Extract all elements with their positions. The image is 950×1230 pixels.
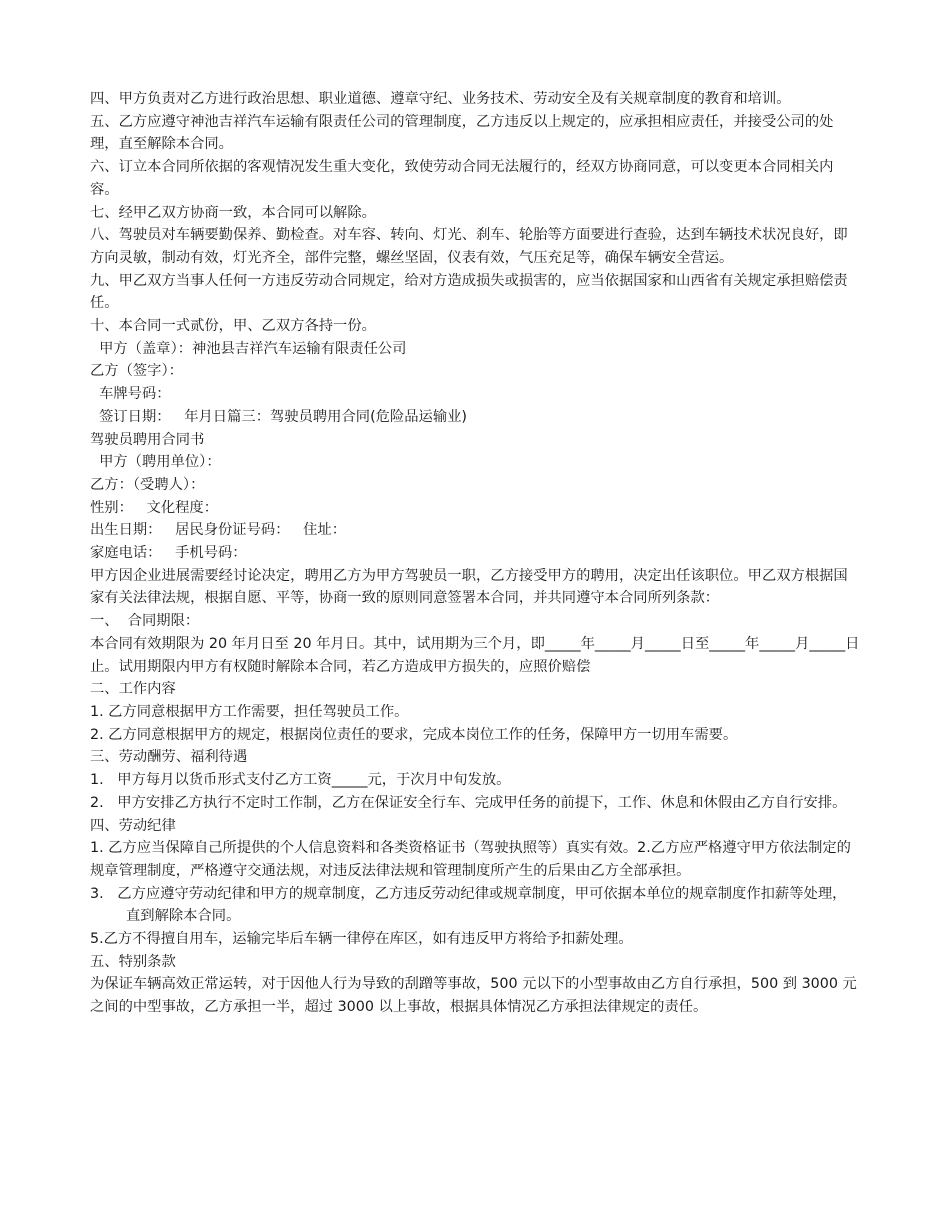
- work-item-2: 2. 乙方同意根据甲方的规定，根据岗位责任的要求，完成本岗位工作的任务，保障甲方一切用车需要。: [90, 726, 738, 743]
- discipline-item-1-2: 1. 乙方应当保障自己所提供的个人信息资料和各类资格证书（驾驶执照等）真实有效。2.乙方应严格遵守甲方依法制定的规章管理制度，严格遵守交通法规，对违反法律法规和管理制度所产生的后果由乙方全部承担。: [90, 840, 851, 879]
- signing-date-line: 签订日期： 年月日篇三：驾驶员聘用合同(危险品运输业): [90, 408, 468, 425]
- clause-5: 五、乙方应遵守神池吉祥汽车运输有限责任公司的管理制度，乙方违反以上规定的，应承担相应责任，并接受公司的处理，直至解除本合同。: [90, 113, 834, 153]
- special-clause: 为保证车辆高效正常运转，对于因他人行为导致的刮蹭等事故，500 元以下的小型事故由乙方自行承担，500 到 3000 元之间的中型事故，乙方承担一半，超过 3000 以上事故，根据具体情况乙方承担法律规定的责任。: [90, 976, 857, 1016]
- clause-4: 四、甲方负责对乙方进行政治思想、职业道德、遵章守纪、业务技术、劳动安全及有关规章制度的教育和培训。: [90, 91, 791, 107]
- work-item-1: 1. 乙方同意根据甲方工作需要，担任驾驶员工作。: [90, 703, 409, 720]
- birth-id-address-field: 出生日期： 居民身份证号码： 住址：: [90, 522, 347, 539]
- employer-field: 甲方（聘用单位）：: [90, 454, 221, 471]
- discipline-item-3: 3. 乙方应遵守劳动纪律和甲方的规章制度，乙方违反劳动纪律或规章制度，甲可依据本单位的规章制度作扣薪等处理，直到解除本合同。: [90, 885, 847, 925]
- clause-8: 八、驾驶员对车辆要勤保养、勤检查。对车容、转向、灯光、刹车、轮胎等方面要进行查验，达到车辆技术状况良好，即方向灵敏，制动有效，灯光齐全，部件完整，螺丝坚固，仪表有效，气压充足等，确保车辆安全营运。: [90, 227, 848, 266]
- contract-title: 驾驶员聘用合同书: [90, 431, 205, 448]
- term-paragraph: 本合同有效期限为 20 年月日至 20 年月日。其中，试用期为三个月，即_____年_____月_____日至_____年_____月_____日止。试用期限内甲方有权随时解除本合同，若乙方造成甲方损失的，应照价赔偿: [90, 635, 860, 675]
- phone-field: 家庭电话： 手机号码：: [90, 545, 247, 562]
- party-b-signature: 乙方（签字）：: [90, 363, 183, 380]
- section-heading-pay: 三、劳动酬劳、福利待遇: [90, 749, 248, 766]
- employee-field: 乙方：（受聘人）：: [90, 476, 205, 493]
- section-heading-special: 五、特别条款: [90, 953, 176, 970]
- license-plate-field: 车牌号码：: [90, 386, 171, 403]
- section-heading-discipline: 四、劳动纪律: [90, 817, 176, 834]
- clause-10: 十、本合同一式贰份，甲、乙双方各持一份。: [90, 318, 376, 335]
- section-heading-work: 二、工作内容: [90, 681, 176, 698]
- preamble: 甲方因企业进展需要经讨论决定，聘用乙方为甲方驾驶员一职，乙方接受甲方的聘用，决定出任该职位。甲乙双方根据国家有关法律法规，根据自愿、平等，协商一致的原则同意签署本合同，并共同遵守本合同所列条款：: [90, 567, 848, 607]
- clause-6: 六、订立本合同所依据的客观情况发生重大变化，致使劳动合同无法履行的，经双方协商同意，可以变更本合同相关内容。: [90, 159, 834, 198]
- clause-9: 九、甲乙双方当事人任何一方违反劳动合同规定，给对方造成损失或损害的，应当依据国家和山西省有关规定承担赔偿责任。: [90, 272, 848, 312]
- section-heading-term: 一、 合同期限：: [90, 613, 200, 630]
- pay-item-1: 1. 甲方每月以货币形式支付乙方工资_____元，于次月中旬发放。: [90, 772, 511, 789]
- gender-education-field: 性别： 文化程度：: [90, 499, 219, 516]
- pay-item-2: 2. 甲方安排乙方执行不定时工作制，乙方在保证安全行车、完成甲任务的前提下，工作、休息和休假由乙方自行安排。: [90, 794, 847, 811]
- discipline-item-5: 5.乙方不得擅自用车，运输完毕后车辆一律停在库区，如有违反甲方将给予扣薪处理。: [90, 931, 633, 948]
- party-a-seal: 甲方（盖章）：神池县吉祥汽车运输有限责任公司: [90, 340, 407, 357]
- clause-7: 七、经甲乙双方协商一致，本合同可以解除。: [90, 204, 376, 221]
- document-body: [90, 88, 860, 1019]
